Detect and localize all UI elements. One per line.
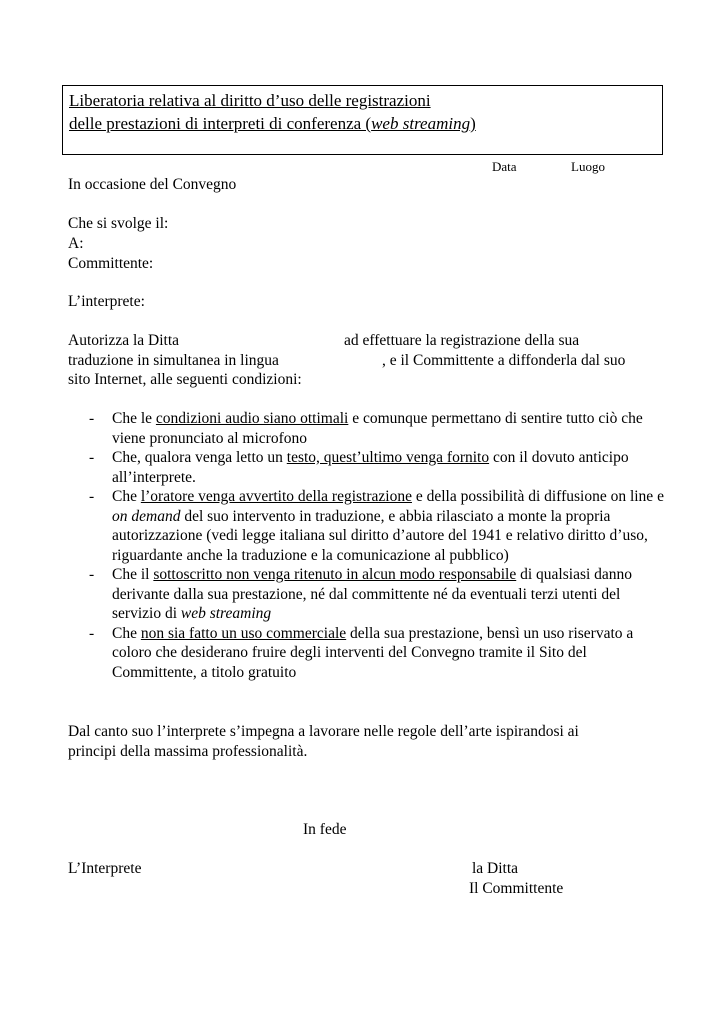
conditions-list — [68, 409, 668, 682]
c3-underline: l’oratore venga avvertito della registrazione — [140, 488, 412, 505]
commitment-line-2: principi della massima professionalità. — [68, 743, 308, 760]
auth-ditta-label: Autorizza la Ditta — [68, 332, 180, 349]
data-label: Data — [492, 159, 517, 174]
list-dash: - — [89, 410, 95, 427]
c5-pre: Che — [112, 624, 141, 642]
c3-pre: Che — [112, 488, 141, 505]
list-dash: - — [89, 624, 95, 642]
auth-line-2-end: , e il Committente a diffonderla dal suo — [382, 352, 626, 369]
committente-field: Committente: — [68, 255, 154, 272]
c2-underline: testo, quest’ultimo venga fornito — [286, 449, 490, 466]
title-line-2 — [69, 113, 476, 134]
condition-text — [112, 624, 668, 683]
title-web-streaming: web streaming — [371, 114, 471, 133]
c2-post: con il dovuto anticipo all’interprete. — [112, 449, 629, 486]
c3-mid: e della possibilità di diffusione on line e — [411, 488, 664, 505]
auth-lingua-label: traduzione in simultanea in lingua — [68, 352, 279, 369]
c5-underline: non sia fatto un uso commerciale — [140, 624, 347, 642]
luogo-label: Luogo — [571, 159, 605, 174]
condition-text — [112, 565, 668, 624]
luogo-a-field: A: — [68, 235, 84, 252]
c4-underline: sottoscritto non venga ritenuto in alcun modo responsabile — [153, 566, 517, 583]
condition-text — [112, 487, 668, 565]
condition-item — [68, 409, 668, 448]
signature-interprete: L’Interprete — [68, 860, 142, 877]
commitment-line-1: Dal canto suo l’interprete s’impegna a lavorare nelle regole dell’arte ispirandosi ai — [68, 723, 579, 740]
c4-mid: di qualsiasi danno derivante dalla sua prestazione, né dal committente né da eventuali terzi utenti del servizio di — [112, 566, 633, 622]
title-close-paren: ) — [470, 114, 476, 133]
c1-underline: condizioni audio siano ottimali — [155, 410, 349, 427]
signature-committente: Il Committente — [469, 880, 564, 897]
title-box — [62, 85, 663, 155]
c4-italic: web streaming — [180, 605, 272, 622]
si-svolge-field: Che si svolge il: — [68, 215, 169, 232]
condition-item — [68, 448, 668, 487]
in-fede: In fede — [303, 821, 347, 838]
condition-item — [68, 624, 668, 683]
condition-item — [68, 487, 668, 565]
title-line-2-text: delle prestazioni di interpreti di conferenza ( — [69, 114, 372, 133]
convegno-field: In occasione del Convegno — [68, 176, 237, 193]
signature-ditta: la Ditta — [472, 860, 519, 877]
list-dash: - — [89, 566, 95, 583]
condition-text — [112, 409, 668, 448]
title-line-1: Liberatoria relativa al diritto d’uso delle registrazioni — [69, 91, 431, 110]
c4-pre: Che il — [112, 566, 154, 583]
list-dash: - — [89, 449, 95, 466]
condition-text — [112, 448, 668, 487]
list-dash: - — [89, 488, 95, 505]
c3-post: del suo intervento in traduzione, e abbia rilasciato a monte la propria autorizzazione (vedi legge italiana sul diritto d’autore del 1941 e relativo diritto d’uso, riguardante anche la traduzione e la comunicazione al pubblico) — [112, 507, 648, 564]
c1-post: e comunque permettano di sentire tutto ciò che viene pronunciato al microfono — [112, 410, 643, 447]
interprete-field: L’interprete: — [68, 293, 145, 310]
c2-pre: Che, qualora venga letto un — [112, 449, 287, 466]
auth-line-3: sito Internet, alle seguenti condizioni: — [68, 371, 302, 388]
condition-item — [68, 565, 668, 624]
c5-post: della sua prestazione, bensì un uso riservato a coloro che desiderano fruire degli interventi del Convegno tramite il Sito del Committente, a titolo gratuito — [112, 624, 634, 681]
c3-italic: on demand — [112, 507, 181, 525]
c1-pre: Che le — [112, 410, 156, 427]
auth-line-1-end: ad effettuare la registrazione della sua — [344, 332, 580, 349]
